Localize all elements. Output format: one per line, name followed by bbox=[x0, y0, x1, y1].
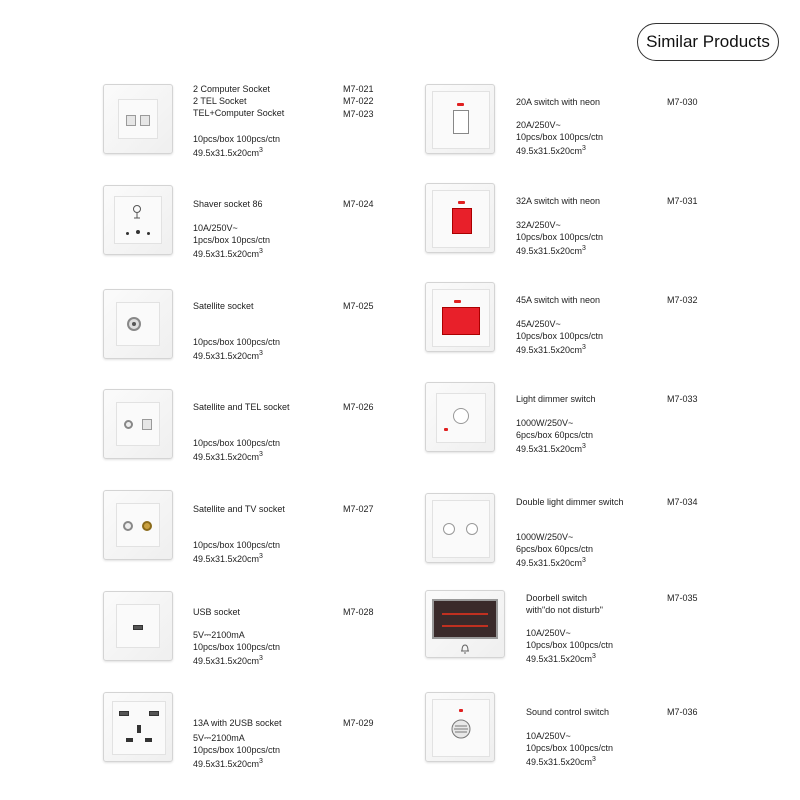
product-code: M7-033 bbox=[667, 394, 698, 404]
product-image-doorbell-switch bbox=[425, 590, 505, 658]
product-carton-size: $49.5x31.5x20cm^3$ bbox=[516, 344, 586, 355]
product-name: 45A switch with neon bbox=[516, 295, 601, 305]
bell-icon bbox=[460, 643, 470, 654]
product-carton-size: $49.5x31.5x20cm^3$ bbox=[193, 248, 263, 259]
product-image-satellite-tel-socket bbox=[103, 389, 173, 459]
product-name: Shaver socket 86 bbox=[193, 199, 263, 209]
product-code: M7-021 bbox=[343, 84, 374, 94]
product-name: USB socket bbox=[193, 607, 241, 617]
product-carton-size: $49.5x31.5x20cm^3$ bbox=[516, 557, 586, 568]
product-code: M7-025 bbox=[343, 301, 374, 311]
product-image-32a-switch bbox=[425, 183, 495, 253]
product-image-shaver-socket bbox=[103, 185, 173, 255]
product-name: Satellite and TV socket bbox=[193, 504, 285, 514]
product-code: M7-022 bbox=[343, 96, 374, 106]
product-packaging: 10pcs/box 100pcs/ctn bbox=[516, 331, 604, 341]
product-image-light-dimmer bbox=[425, 382, 495, 452]
product-packaging: 10pcs/box 100pcs/ctn bbox=[193, 642, 281, 652]
product-packaging: 10pcs/box 100pcs/ctn bbox=[516, 132, 604, 142]
product-image-13a-2usb-socket bbox=[103, 692, 173, 762]
product-name: Light dimmer switch bbox=[516, 394, 596, 404]
product-packaging: 10pcs/box 100pcs/ctn bbox=[193, 745, 281, 755]
product-packaging: 10pcs/box 100pcs/ctn bbox=[193, 337, 281, 347]
product-carton-size: $49.5x31.5x20cm^3$ bbox=[526, 653, 596, 664]
product-packaging: 10pcs/box 100pcs/ctn bbox=[193, 540, 281, 550]
product-rating: 5V⎓2100mA bbox=[193, 733, 245, 743]
product-carton-size: $49.5x31.5x20cm^3$ bbox=[193, 553, 263, 564]
product-rating: 1000W/250V~ bbox=[516, 418, 574, 428]
product-code: M7-032 bbox=[667, 295, 698, 305]
product-packaging: 6pcs/box 60pcs/ctn bbox=[516, 544, 594, 554]
product-carton-size: $49.5x31.5x20cm^3$ bbox=[193, 655, 263, 666]
product-rating: 5V⎓2100mA bbox=[193, 630, 245, 640]
product-name: Double light dimmer switch bbox=[516, 497, 624, 507]
neon-indicator bbox=[444, 428, 448, 431]
product-name: 2 Computer Socket bbox=[193, 84, 271, 94]
product-code: M7-026 bbox=[343, 402, 374, 412]
product-packaging: 10pcs/box 100pcs/ctn bbox=[193, 438, 281, 448]
similar-products-button[interactable]: Similar Products bbox=[637, 23, 779, 61]
product-code: M7-031 bbox=[667, 196, 698, 206]
microphone-grille-icon bbox=[451, 719, 471, 739]
product-name: Doorbell switch bbox=[526, 593, 588, 603]
product-name: 20A switch with neon bbox=[516, 97, 601, 107]
product-code: M7-029 bbox=[343, 718, 374, 728]
product-name: Satellite socket bbox=[193, 301, 254, 311]
product-packaging: 10pcs/box 100pcs/ctn bbox=[516, 232, 604, 242]
neon-indicator bbox=[454, 300, 461, 303]
product-image-satellite-socket bbox=[103, 289, 173, 359]
product-name: Satellite and TEL socket bbox=[193, 402, 290, 412]
product-carton-size: $49.5x31.5x20cm^3$ bbox=[526, 756, 596, 767]
product-name: 2 TEL Socket bbox=[193, 96, 247, 106]
product-code: M7-024 bbox=[343, 199, 374, 209]
product-image-usb-socket bbox=[103, 591, 173, 661]
product-name: with"do not disturb" bbox=[526, 605, 603, 615]
product-name: 32A switch with neon bbox=[516, 196, 601, 206]
neon-indicator bbox=[459, 709, 463, 712]
product-carton-size: $49.5x31.5x20cm^3$ bbox=[193, 451, 263, 462]
product-packaging: 1pcs/box 10pcs/ctn bbox=[193, 235, 271, 245]
product-rating: 10A/250V~ bbox=[193, 223, 238, 233]
product-code: M7-028 bbox=[343, 607, 374, 617]
product-image-45a-switch bbox=[425, 282, 495, 352]
product-packaging: 6pcs/box 60pcs/ctn bbox=[516, 430, 594, 440]
product-image-sound-control-switch bbox=[425, 692, 495, 762]
product-rating: 1000W/250V~ bbox=[516, 532, 574, 542]
product-code: M7-035 bbox=[667, 593, 698, 603]
product-rating: 32A/250V~ bbox=[516, 220, 561, 230]
neon-indicator bbox=[458, 201, 465, 204]
product-code: M7-036 bbox=[667, 707, 698, 717]
product-image-satellite-tv-socket bbox=[103, 490, 173, 560]
neon-indicator bbox=[457, 103, 464, 106]
product-carton-size: $49.5x31.5x20cm^3$ bbox=[193, 758, 263, 769]
product-packaging: 10pcs/box 100pcs/ctn bbox=[526, 640, 614, 650]
product-code: M7-023 bbox=[343, 109, 374, 119]
product-code: M7-030 bbox=[667, 97, 698, 107]
product-carton-size: $49.5x31.5x20cm^3$ bbox=[516, 443, 586, 454]
product-rating: 10A/250V~ bbox=[526, 628, 571, 638]
product-name: 13A with 2USB socket bbox=[193, 718, 282, 728]
product-packaging: 10pcs/box 100pcs/ctn bbox=[193, 134, 281, 144]
product-carton-size: $49.5x31.5x20cm^3$ bbox=[193, 147, 263, 158]
product-packaging: 10pcs/box 100pcs/ctn bbox=[526, 743, 614, 753]
product-image-computer-socket bbox=[103, 84, 173, 154]
product-code: M7-034 bbox=[667, 497, 698, 507]
product-code: M7-027 bbox=[343, 504, 374, 514]
product-carton-size: $49.5x31.5x20cm^3$ bbox=[516, 245, 586, 256]
product-name: TEL+Computer Socket bbox=[193, 108, 285, 118]
product-image-double-dimmer bbox=[425, 493, 495, 563]
product-rating: 45A/250V~ bbox=[516, 319, 561, 329]
product-carton-size: $49.5x31.5x20cm^3$ bbox=[516, 145, 586, 156]
product-rating: 10A/250V~ bbox=[526, 731, 571, 741]
product-carton-size: $49.5x31.5x20cm^3$ bbox=[193, 350, 263, 361]
product-rating: 20A/250V~ bbox=[516, 120, 561, 130]
product-name: Sound control switch bbox=[526, 707, 610, 717]
product-image-20a-switch bbox=[425, 84, 495, 154]
shaver-icon bbox=[130, 204, 144, 220]
